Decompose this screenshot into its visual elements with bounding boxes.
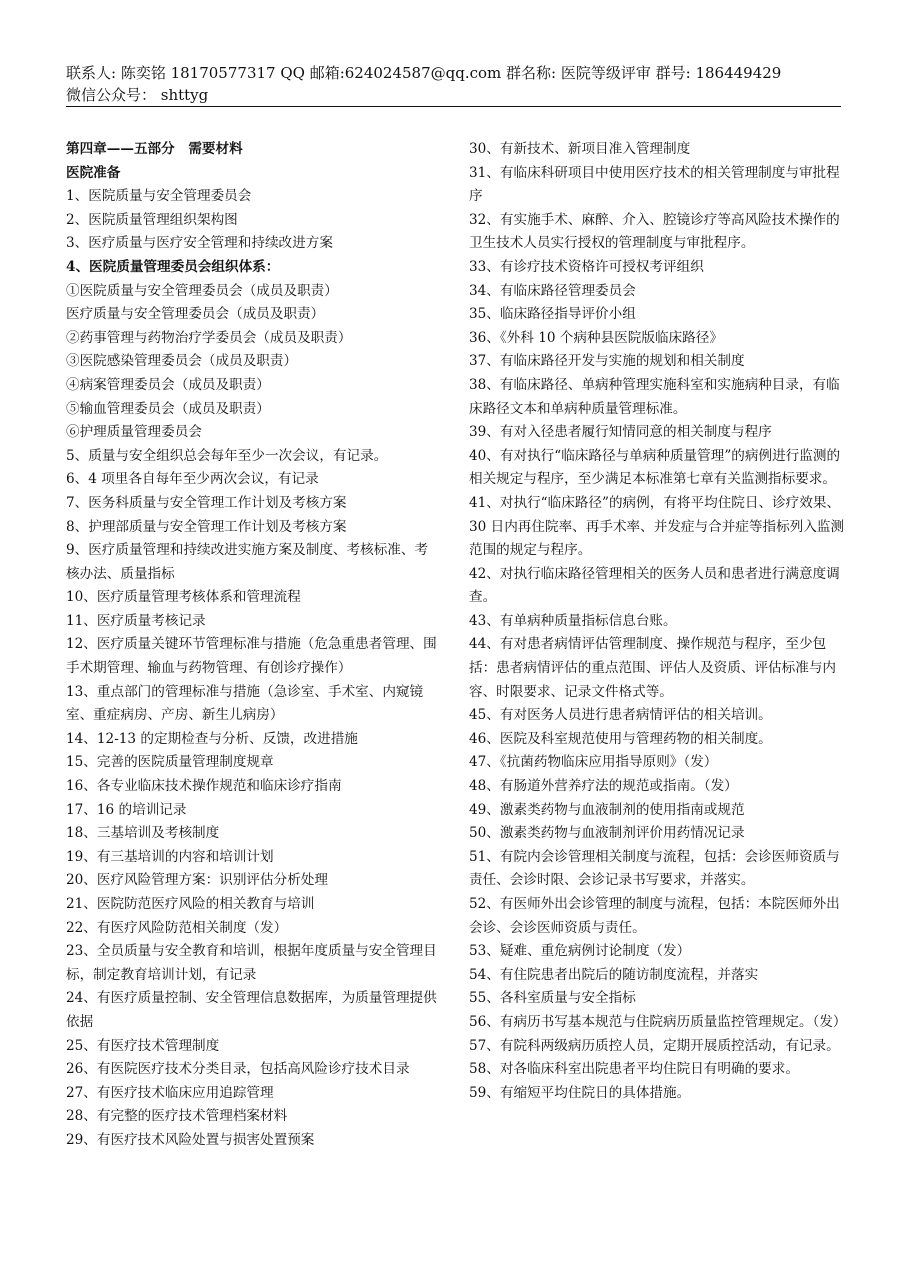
list-item: 7、医务科质量与安全管理工作计划及考核方案: [66, 494, 347, 511]
list-item: ①医院质量与安全管理委员会（成员及职责）: [66, 282, 338, 299]
list-item: 48、有肠道外营养疗法的规范或指南。（发）: [469, 778, 738, 795]
list-item: 56、有病历书写基本规范与住院病历质量监控管理规定。（发）: [469, 1013, 847, 1030]
list-item: 2、医院质量管理组织架构图: [66, 211, 238, 228]
list-item: 57、有院科两级病历质控人员，定期开展质控活动，有记录。: [469, 1037, 840, 1054]
list-item: 15、完善的医院质量管理制度规章: [66, 754, 274, 771]
list-item: 6、4 项里各自每年至少两次会议，有记录: [66, 471, 319, 488]
list-item: 55、各科室质量与安全指标: [469, 990, 636, 1007]
list-item: 47、《抗菌药物临床应用指导原则》（发）: [469, 754, 718, 771]
list-item: ②药事管理与药物治疗学委员会（成员及职责）: [66, 329, 352, 346]
list-item: 40、有对执行“临床路径与单病种质量管理”的病例进行监测的相关规定与程序，至少满足本标准第七章有关监测指标要求。: [469, 447, 841, 488]
list-item: 14、12-13 的定期检查与分析、反馈，改进措施: [66, 730, 358, 747]
list-item: 26、有医院医疗技术分类目录，包括高风险诊疗技术目录: [66, 1061, 410, 1078]
list-item: 19、有三基培训的内容和培训计划: [66, 848, 274, 865]
list-item: 22、有医疗风险防范相关制度（发）: [66, 919, 288, 936]
list-item: 38、有临床路径、单病种管理实施科室和实施病种目录，有临床路径文本和单病种质量管理标准。: [469, 376, 840, 417]
page-header: [66, 62, 841, 106]
list-item: 52、有医师外出会诊管理的制度与流程，包括：本院医师外出会诊、会诊医师资质与责任。: [469, 896, 840, 936]
list-item: 16、各专业临床技术操作规范和临床诊疗指南: [66, 778, 342, 795]
list-item: 28、有完整的医疗技术管理档案材料: [66, 1108, 288, 1125]
list-item: 8、护理部质量与安全管理工作计划及考核方案: [66, 518, 347, 535]
list-item: 12、医疗质量关键环节管理标准与措施（危急重患者管理、围手术期管理、输血与药物管理、有创诊疗操作）: [66, 636, 437, 677]
list-item: 54、有住院患者出院后的随访制度流程，并落实: [469, 966, 759, 983]
list-item: 20、医疗风险管理方案：识别评估分析处理: [66, 872, 328, 889]
list-item: 29、有医疗技术风险处置与损害处置预案: [66, 1131, 315, 1148]
list-item: 37、有临床路径开发与实施的规划和相关制度: [469, 353, 745, 370]
list-item: 23、全员质量与安全教育和培训，根据年度质量与安全管理目标，制定教育培训计划，有记录: [66, 943, 437, 983]
list-item: 21、医院防范医疗风险的相关教育与培训: [66, 896, 315, 912]
list-item: 医疗质量与安全管理委员会（成员及职责）: [66, 306, 325, 323]
list-item: 42、对执行临床路径管理相关的医务人员和患者进行满意度调查。: [469, 565, 840, 606]
list-item: 17、16 的培训记录: [66, 801, 187, 818]
header-divider: [66, 106, 841, 107]
list-item: 24、有医疗质量控制、安全管理信息数据库，为质量管理提供依据: [66, 990, 437, 1030]
list-item: ⑤输血管理委员会（成员及职责）: [66, 400, 270, 417]
list-item: 11、医疗质量考核记录: [66, 612, 206, 629]
list-item: 39、有对入径患者履行知情同意的相关制度与程序: [469, 424, 772, 441]
list-item: 医院准备: [66, 164, 121, 181]
list-item: 51、有院内会诊管理相关制度与流程，包括：会诊医师资质与责任、会诊时限、会诊记录书写要求，并落实。: [469, 848, 840, 889]
list-item: 9、医疗质量管理和持续改进实施方案及制度、考核标准、考核办法、质量指标: [66, 542, 429, 582]
list-item: 41、对执行“临床路径”的病例，有将平均住院日、诊疗效果、30 日内再住院率、再手术率、并发症与合并症等指标列入监测范围的规定与程序。: [469, 494, 845, 559]
list-item: 18、三基培训及考核制度: [66, 825, 220, 842]
list-item: 59、有缩短平均住院日的具体措施。: [469, 1084, 691, 1101]
list-item: ⑥护理质量管理委员会: [66, 424, 202, 441]
list-item: 10、医疗质量管理考核体系和管理流程: [66, 589, 301, 606]
list-item: 46、医院及科室规范使用与管理药物的相关制度。: [469, 730, 772, 747]
list-item: 3、医疗质量与医疗安全管理和持续改进方案: [66, 235, 333, 252]
list-item: 25、有医疗技术管理制度: [66, 1037, 220, 1054]
list-item: 第四章——五部分 需要材料: [66, 141, 243, 157]
list-item: 44、有对患者病情评估管理制度、操作规范与程序，至少包括：患者病情评估的重点范围、评估人及资质、评估标准与内容、时限要求、记录文件格式等。: [469, 636, 837, 700]
list-item: 33、有诊疗技术资格许可授权考评组织: [469, 258, 704, 275]
list-item: 32、有实施手术、麻醉、介入、腔镜诊疗等高风险技术操作的卫生技术人员实行授权的管理制度与审批程序。: [469, 211, 840, 252]
wechat-line: 微信公众号： shttyg: [66, 86, 209, 104]
list-item: 27、有医疗技术临床应用追踪管理: [66, 1084, 274, 1101]
list-item: 36、《外科 10 个病种县医院版临床路径》: [469, 329, 723, 346]
list-item: 30、有新技术、新项目准入管理制度: [469, 141, 691, 157]
list-item: ③医院感染管理委员会（成员及职责）: [66, 353, 298, 370]
list-item: 34、有临床路径管理委员会: [469, 282, 636, 299]
list-item: 13、重点部门的管理标准与措施（急诊室、手术室、内窥镜室、重症病房、产房、新生儿病房）: [66, 683, 424, 724]
list-item: 35、临床路径指导评价小组: [469, 306, 636, 323]
list-item: 58、对各临床科室出院患者平均住院日有明确的要求。: [469, 1061, 799, 1078]
list-item: 50、激素类药物与血液制剂评价用药情况记录: [469, 825, 745, 842]
list-item: ④病案管理委员会（成员及职责）: [66, 376, 270, 393]
list-item: 49、激素类药物与血液制剂的使用指南或规范: [469, 801, 745, 818]
list-item: 53、疑难、重危病例讨论制度（发）: [469, 943, 691, 960]
list-item: 43、有单病种质量指标信息台账。: [469, 612, 677, 629]
list-item: 4、医院质量管理委员会组织体系：: [66, 258, 280, 275]
left-column: [66, 138, 440, 1153]
list-item: 45、有对医务人员进行患者病情评估的相关培训。: [469, 707, 772, 724]
list-item: 31、有临床科研项目中使用医疗技术的相关管理制度与审批程序: [469, 164, 840, 205]
list-item: 1、医院质量与安全管理委员会: [66, 188, 252, 205]
list-item: 5、质量与安全组织总会每年至少一次会议，有记录。: [66, 447, 388, 464]
right-column: [469, 138, 846, 1105]
contact-line: 联系人: 陈奕铭 18170577317 QQ 邮箱:624024587@qq.com 群名称: 医院等级评审 群号: 186449429: [66, 64, 782, 82]
